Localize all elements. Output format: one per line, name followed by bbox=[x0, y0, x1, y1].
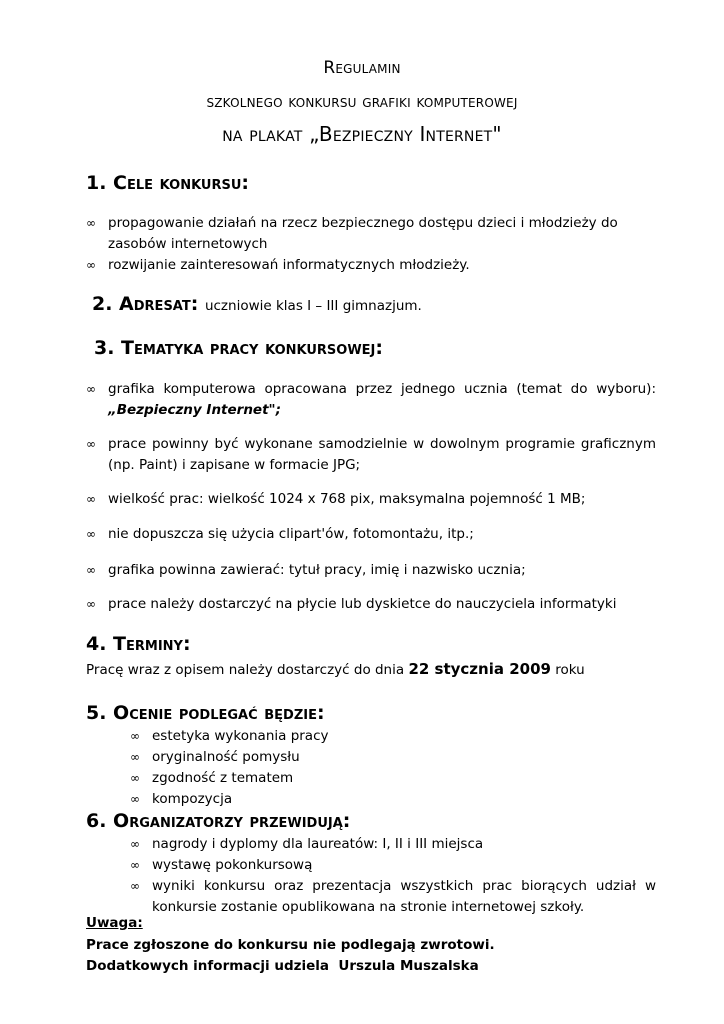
section-6-heading: 6. Organizatorzy przewidują: bbox=[86, 810, 351, 832]
infinity-bullet-icon: ∞ bbox=[86, 382, 96, 396]
list-item: ∞ wyniki konkursu oraz prezentacja wszystkich prac biorących udział w konkursie zostanie opublikowana na stronie internetowej szkoły. bbox=[130, 878, 656, 915]
infinity-bullet-icon: ∞ bbox=[86, 437, 96, 451]
section-3-item-2: ∞ prace powinny być wykonane samodzielnie w dowolnym programie graficznym (np. Paint) i zapisane w formacie JPG; bbox=[86, 436, 656, 473]
infinity-bullet-icon: ∞ bbox=[130, 750, 140, 764]
document-subtitle: szkolnego konkursu grafiki komputerowej bbox=[206, 92, 518, 112]
section-3-item-4: ∞ nie dopuszcza się użycia clipart'ów, fotomontażu, itp.; bbox=[86, 524, 656, 545]
section-5-list bbox=[130, 726, 630, 810]
list-item: ∞ kompozycja bbox=[130, 789, 630, 810]
infinity-bullet-icon: ∞ bbox=[86, 597, 96, 611]
section-3-item-5: ∞ grafika powinna zawierać: tytuł pracy, imię i nazwisko ucznia; bbox=[86, 560, 656, 581]
section-2-heading-label: 2. Adresat: bbox=[92, 293, 199, 315]
list-item: ∞ estetyka wykonania pracy bbox=[130, 726, 630, 747]
section-2-text: uczniowie klas I – III gimnazjum. bbox=[204, 298, 422, 314]
section-2-heading bbox=[92, 293, 422, 315]
list-item: ∞ nagrody i dyplomy dla laureatów: I, II i III miejsca bbox=[130, 834, 656, 855]
list-item: ∞ rozwijanie zainteresowań informatycznych młodzieży. bbox=[86, 255, 646, 276]
infinity-bullet-icon: ∞ bbox=[130, 837, 140, 851]
section-1-list bbox=[86, 213, 646, 276]
section-5-heading: 5. Ocenie podlegać będzie: bbox=[86, 702, 325, 724]
section-6-list bbox=[130, 834, 656, 918]
list-item: ∞ wystawę pokonkursową bbox=[130, 855, 656, 876]
infinity-bullet-icon: ∞ bbox=[86, 563, 96, 577]
infinity-bullet-icon: ∞ bbox=[86, 492, 96, 506]
section-3-item-6: ∞ prace należy dostarczyć na płycie lub dyskietce do nauczyciela informatyki bbox=[86, 594, 666, 615]
infinity-bullet-icon: ∞ bbox=[130, 729, 140, 743]
section-1-heading: 1. Cele konkursu: bbox=[86, 172, 250, 194]
section-3-item-1: ∞ grafika komputerowa opracowana przez jednego ucznia (temat do wyboru): „Bezpieczny Internet"; bbox=[86, 379, 656, 421]
infinity-bullet-icon: ∞ bbox=[86, 258, 96, 272]
note-line-1: Prace zgłoszone do konkursu nie podlegają zwrotowi. bbox=[86, 937, 495, 953]
section-3-item-3: ∞ wielkość prac: wielkość 1024 x 768 pix, maksymalna pojemność 1 MB; bbox=[86, 489, 656, 510]
deadline-date: 22 stycznia 2009 bbox=[408, 660, 551, 678]
section-3-heading: 3. Tematyka pracy konkursowej: bbox=[94, 337, 383, 359]
section-3-emphasis: „Bezpieczny Internet"; bbox=[108, 402, 281, 418]
document-title: Regulamin bbox=[323, 58, 401, 78]
section-4-heading: 4. Terminy: bbox=[86, 633, 191, 655]
note-label: Uwaga: bbox=[86, 915, 143, 931]
infinity-bullet-icon: ∞ bbox=[86, 216, 96, 230]
list-item: ∞ propagowanie działań na rzecz bezpiecznego dostępu dzieci i młodzieży do zasobów internetowych bbox=[86, 215, 618, 252]
infinity-bullet-icon: ∞ bbox=[130, 792, 140, 806]
infinity-bullet-icon: ∞ bbox=[86, 527, 96, 541]
section-4-text: Pracę wraz z opisem należy dostarczyć do dnia 22 stycznia 2009 roku bbox=[86, 660, 585, 678]
infinity-bullet-icon: ∞ bbox=[130, 771, 140, 785]
infinity-bullet-icon: ∞ bbox=[130, 879, 140, 893]
list-item: ∞ zgodność z tematem bbox=[130, 768, 630, 789]
infinity-bullet-icon: ∞ bbox=[130, 858, 140, 872]
list-item: ∞ oryginalność pomysłu bbox=[130, 747, 630, 768]
note-line-2: Dodatkowych informacji udziela Urszula Muszalska bbox=[86, 958, 479, 974]
document-subtitle-poster: na plakat „Bezpieczny Internet" bbox=[222, 122, 502, 146]
